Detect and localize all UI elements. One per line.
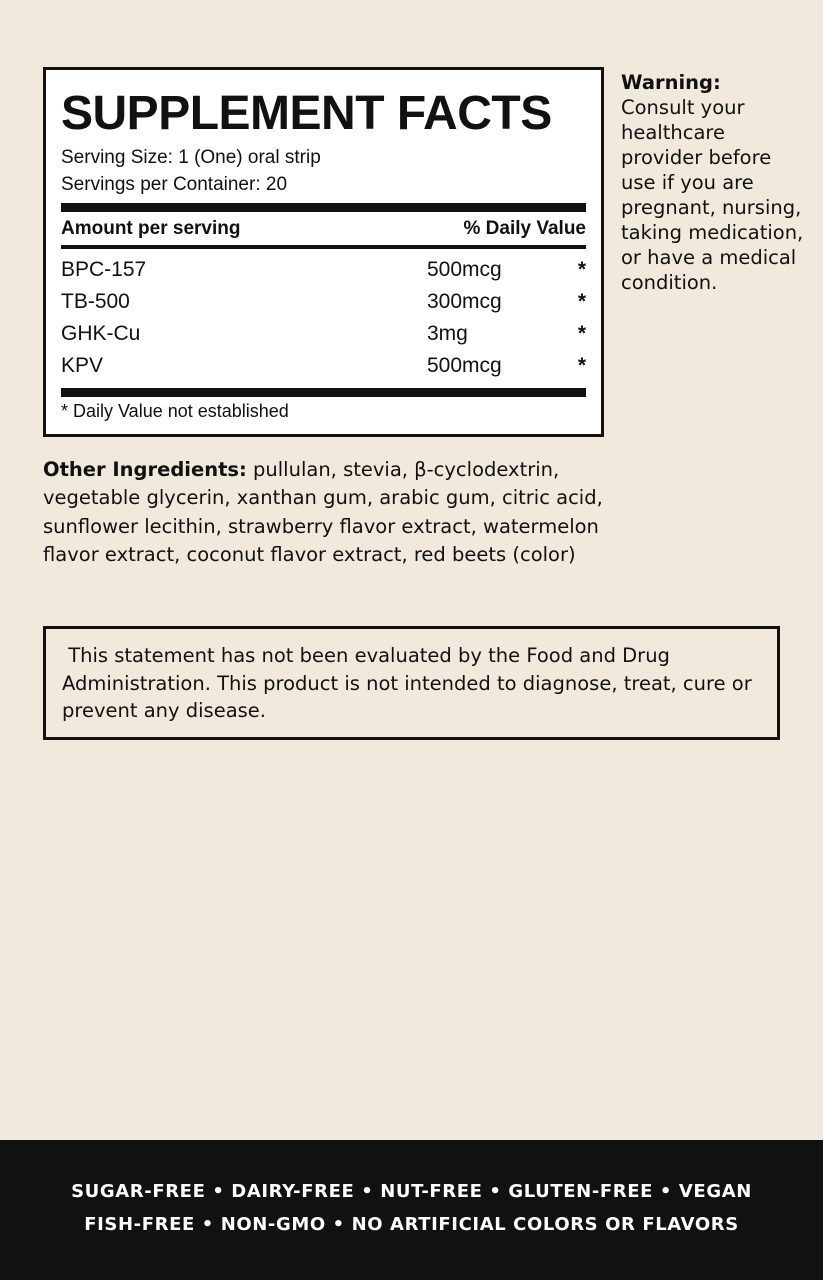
header-divider bbox=[61, 245, 586, 249]
ingredient-name: BPC-157 bbox=[61, 258, 147, 281]
other-ingredients-label: Other Ingredients: bbox=[43, 458, 247, 481]
ingredient-row bbox=[61, 288, 586, 316]
ingredient-amount: 3mg bbox=[427, 322, 468, 345]
ingredient-row bbox=[61, 352, 586, 380]
supplement-facts-title: SUPPLEMENT FACTS bbox=[61, 87, 552, 140]
footer-claims-line-1: SUGAR-FREE • DAIRY-FREE • NUT-FREE • GLUTEN-FREE • VEGAN bbox=[71, 1181, 752, 1202]
other-ingredients-text: pullulan, stevia, β-cyclodextrin, vegetable glycerin, xanthan gum, arabic gum, citric acid, sunflower lecithin, strawberry flavor extract, watermelon flavor extract, coconut flavor extract, red beets (color) bbox=[43, 458, 603, 566]
servings-per-container: Servings per Container: 20 bbox=[61, 174, 288, 195]
thick-divider-bottom bbox=[61, 388, 586, 397]
ingredient-name: GHK-Cu bbox=[61, 322, 141, 345]
daily-value-footnote: * Daily Value not established bbox=[61, 401, 289, 421]
ingredient-daily-value: * bbox=[577, 290, 586, 313]
ingredient-name: KPV bbox=[61, 354, 104, 377]
daily-value-label: % Daily Value bbox=[463, 218, 586, 239]
supplement-facts-panel bbox=[43, 67, 604, 437]
fda-disclaimer: This statement has not been evaluated by the Food and Drug Administration. This product is not intended to diagnose, treat, cure or prevent any disease. bbox=[43, 626, 780, 740]
amount-per-serving-label: Amount per serving bbox=[61, 218, 241, 239]
ingredient-row bbox=[61, 256, 586, 284]
ingredient-daily-value: * bbox=[577, 322, 586, 345]
facts-header-row bbox=[61, 216, 586, 242]
other-ingredients bbox=[43, 456, 623, 569]
ingredient-daily-value: * bbox=[577, 354, 586, 377]
ingredient-amount: 500mcg bbox=[427, 354, 502, 377]
ingredient-name: TB-500 bbox=[61, 290, 130, 313]
ingredient-daily-value: * bbox=[577, 258, 586, 281]
warning-text: Consult your healthcare provider before use if you are pregnant, nursing, taking medication, or have a medical condition. bbox=[621, 96, 804, 294]
warning-block bbox=[621, 70, 811, 295]
footer-banner bbox=[0, 1140, 823, 1280]
warning-title: Warning: bbox=[621, 71, 721, 94]
serving-size: Serving Size: 1 (One) oral strip bbox=[61, 147, 321, 168]
ingredient-amount: 300mcg bbox=[427, 290, 502, 313]
thick-divider-top bbox=[61, 203, 586, 212]
footer-claims-line-2: FISH-FREE • NON-GMO • NO ARTIFICIAL COLORS OR FLAVORS bbox=[84, 1214, 739, 1235]
ingredient-amount: 500mcg bbox=[427, 258, 502, 281]
ingredient-row bbox=[61, 320, 586, 348]
